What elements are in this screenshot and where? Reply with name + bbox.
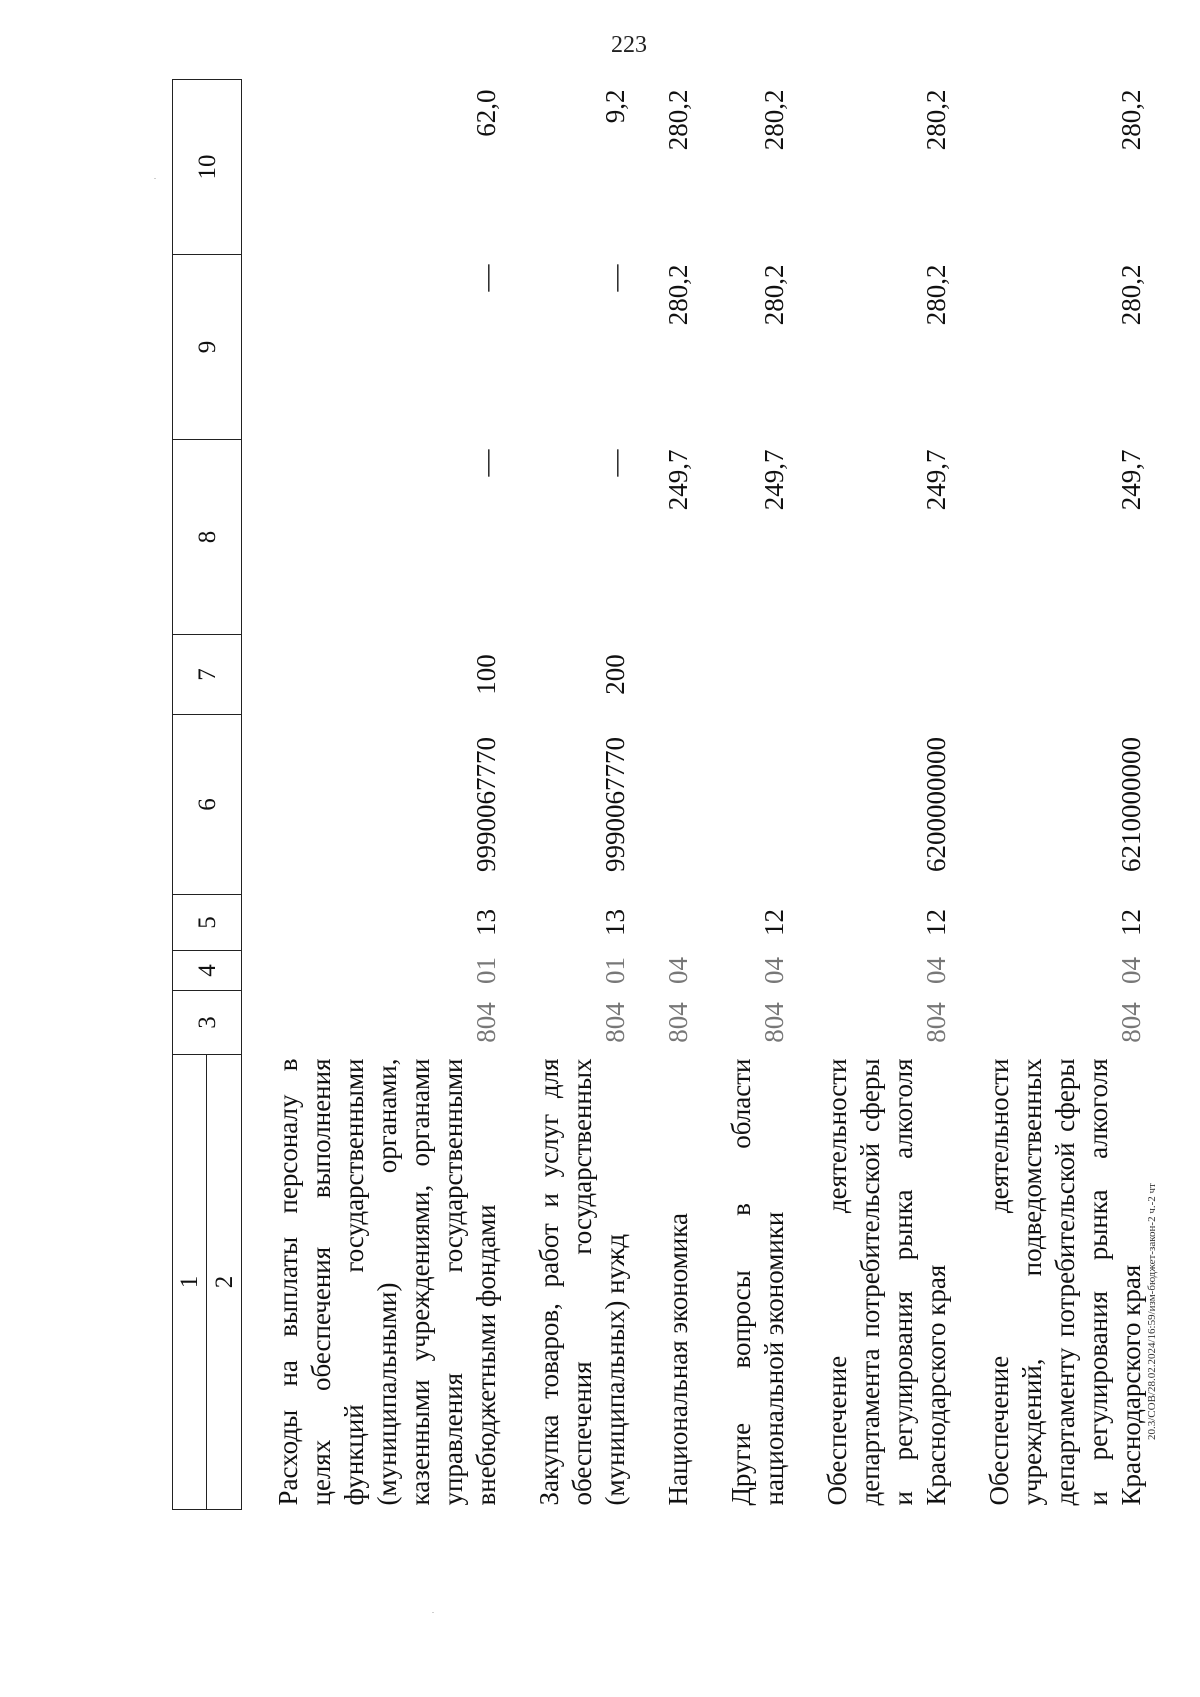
cell-amount-10: 280,2: [759, 89, 789, 151]
row-description: Обеспечение деятельности учреждений, подведомственных департаменту потребительской сферы и регулирования рынка алкоголя Краснодарского края: [984, 1058, 1146, 1506]
budget-table: [172, 79, 1148, 1510]
scan-speck: [154, 178, 156, 179]
scan-speck: [432, 1612, 434, 1613]
cell-csr: 6210000000: [1116, 737, 1146, 872]
page-number: 223: [611, 32, 647, 58]
cell-vr: 100: [471, 654, 501, 695]
cell-csr: [725, 715, 791, 895]
cell-amount-8: —: [471, 449, 501, 477]
document-footer-code: 20.3/СОВ/28.02.2024/16:59/изм-бюджет-закон-2 ч.-2 чт: [1146, 1183, 1158, 1440]
cell-pr: 13: [471, 909, 501, 936]
cell-ved: 804: [759, 1002, 789, 1043]
cell-pr: 12: [921, 909, 951, 936]
cell-amount-9: —: [600, 264, 630, 292]
row-description: Расходы на выплаты персоналу в целях обеспечения выполнения функций государственными (муниципальными) органами, казенными учреждениями, органами управления государственными внебюджетными фондами: [273, 1058, 501, 1506]
header-col-8: 8: [173, 440, 242, 635]
table-row: [725, 80, 791, 1510]
cell-rz: 04: [759, 957, 789, 984]
row-description: Закупка товаров, работ и услуг для обеспечения государственных (муниципальных) нужд: [534, 1058, 630, 1506]
row-spacer: [695, 80, 725, 1510]
cell-pr: [662, 895, 695, 951]
header-col-7: 7: [173, 635, 242, 715]
cell-ved: 804: [471, 1002, 501, 1043]
cell-amount-9: 280,2: [1116, 264, 1146, 326]
cell-csr: [662, 715, 695, 895]
table-row: [983, 80, 1148, 1510]
row-spacer: [791, 80, 821, 1510]
table-header: [173, 80, 242, 1510]
cell-amount-8: 249,7: [921, 449, 951, 511]
cell-vr: [983, 635, 1148, 715]
cell-ved: 804: [600, 1002, 630, 1043]
cell-pr: 12: [759, 909, 789, 936]
cell-amount-10: 280,2: [921, 89, 951, 151]
cell-rz: 04: [1116, 957, 1146, 984]
cell-ved: 804: [663, 1002, 693, 1043]
row-description: Национальная экономика: [663, 1213, 693, 1506]
header-col-2: 2: [207, 1055, 242, 1510]
cell-vr: [725, 635, 791, 715]
cell-rz: 04: [921, 957, 951, 984]
cell-amount-9: —: [471, 264, 501, 292]
row-spacer: [953, 80, 983, 1510]
cell-csr: 6200000000: [921, 737, 951, 872]
cell-ved: 804: [921, 1002, 951, 1043]
cell-amount-10: 280,2: [663, 89, 693, 151]
cell-pr: 12: [1116, 909, 1146, 936]
cell-amount-10: 280,2: [1116, 89, 1146, 151]
cell-vr: [821, 635, 953, 715]
cell-rz: 04: [663, 957, 693, 984]
cell-amount-8: 249,7: [1116, 449, 1146, 511]
cell-amount-8: 249,7: [759, 449, 789, 511]
cell-csr: 9990067770: [471, 737, 501, 872]
cell-amount-9: 280,2: [759, 264, 789, 326]
cell-amount-10: 9,2: [600, 89, 630, 124]
header-col-1: 1: [173, 1055, 207, 1510]
table-row: [533, 80, 632, 1510]
row-spacer: [632, 80, 662, 1510]
rotated-table-container: [172, 80, 1200, 1510]
cell-csr: 9990067770: [600, 737, 630, 872]
cell-vr: 200: [600, 654, 630, 695]
cell-ved: 804: [1116, 1002, 1146, 1043]
cell-amount-10: 62,0: [471, 89, 501, 137]
header-col-5: 5: [173, 895, 242, 951]
header-col-9: 9: [173, 255, 242, 440]
header-col-10: 10: [173, 80, 242, 255]
cell-vr: [662, 635, 695, 715]
cell-amount-8: 249,7: [663, 449, 693, 511]
row-description: Обеспечение деятельности департамента потребительской сферы и регулирования рынка алкоголя Краснодарского края: [822, 1058, 951, 1506]
row-spacer: [503, 80, 533, 1510]
header-col-4: 4: [173, 951, 242, 991]
table-row: [821, 80, 953, 1510]
cell-rz: 01: [600, 957, 630, 984]
table-row: [662, 80, 695, 1510]
cell-amount-9: 280,2: [663, 264, 693, 326]
cell-rz: 01: [471, 957, 501, 984]
header-col-3: 3: [173, 991, 242, 1055]
cell-amount-8: —: [600, 449, 630, 477]
cell-pr: 13: [600, 909, 630, 936]
table-row: [272, 80, 503, 1510]
row-spacer: [242, 80, 273, 1510]
cell-amount-9: 280,2: [921, 264, 951, 326]
header-col-6: 6: [173, 715, 242, 895]
row-description: Другие вопросы в области национальной экономики: [726, 1058, 789, 1506]
